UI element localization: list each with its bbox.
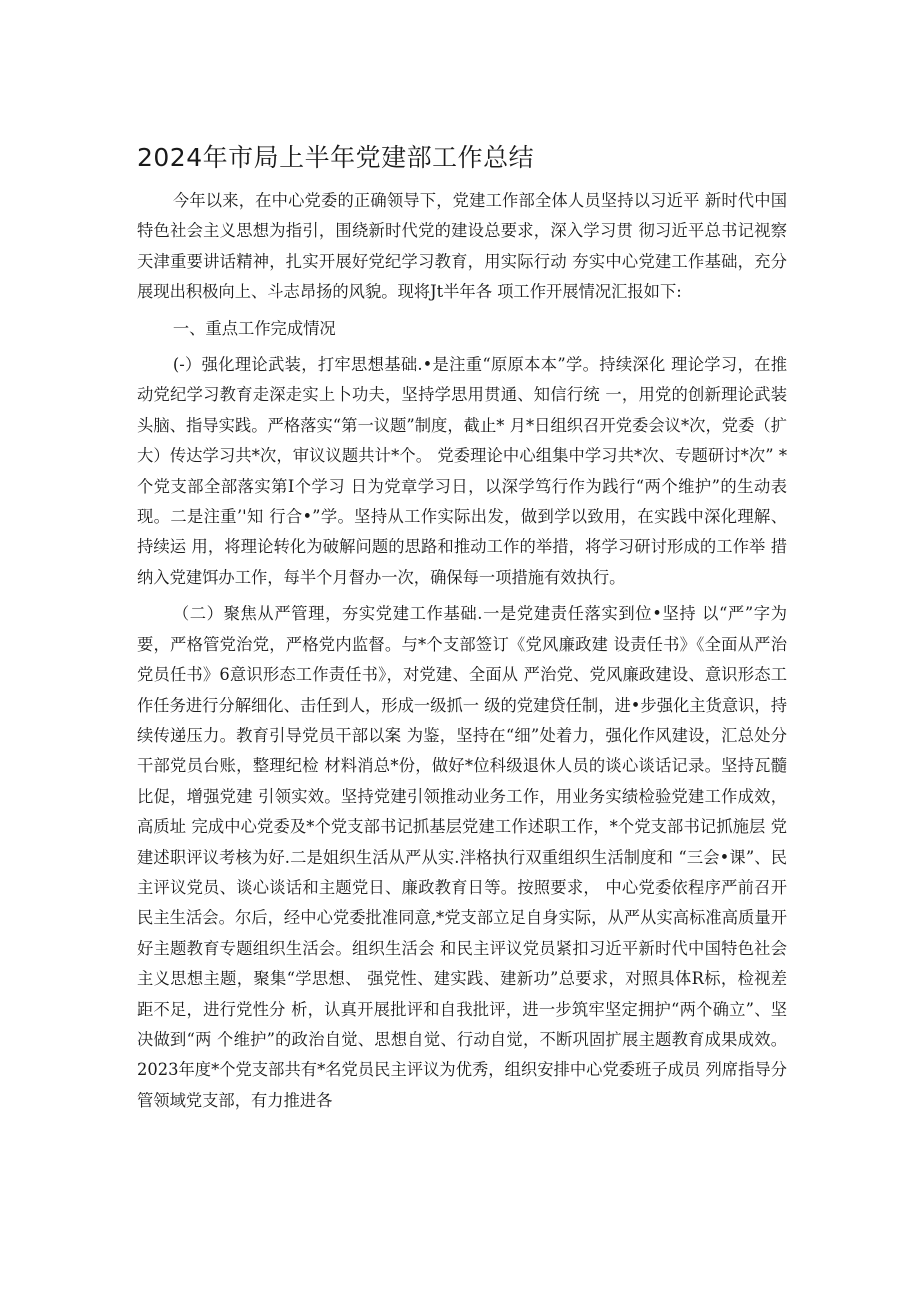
document-body xyxy=(137,186,787,1116)
intro-paragraph: 今年以来，在中心党委的正确领导下，党建工作部全体人员坚持以习近平 新时代中国特色社会主义思想为指引，围绕新时代党的建设总要求，深入学习贯 彻习近平总书记视察天津重要讲话精神，扎实开展好党纪学习教育，用实际行动 夯实中心党建工作基础，充分展现出积极向上、斗志昂扬的风貌。现将Jt半年各 项工作开展情况汇报如下: xyxy=(137,191,787,302)
section-heading-key-work: 一、重点工作完成情况 xyxy=(172,318,336,338)
document-title: 2024年市局上半年党建部工作总结 xyxy=(137,143,535,172)
theory-study-paragraph: (-）强化理论武装，打牢思想基础.•是注重“原原本本”学。持续深化 理论学习，在推动党纪学习教育走深走实上卜功夫，坚持学思用贯通、知信行统 一，用党的创新理论武装头脑、指导实践。严格落实“第一议题”制度，截止* 月*日组织召开党委会议*次，党委（扩大）传达学习共*次，审议议题共计*个。 党委理论中心组集中学习共*次、专题研讨*次” *个党支部全部落实第I个学习 日为党章学习日，以深学笃行作为践行“两个维护”的生动表现。二是注重’'知 行合•”学。坚持从工作实际出发，做到学以致用，在实践中深化理解、持续运 用，将理论转化为破解问题的思路和推动工作的举措，将学习研讨形成的工作举 措纳入党建饵办工作，每半个月督办一次，确保每一项措施有效执行。 xyxy=(137,355,787,587)
strict-management-paragraph: （二）聚焦从严管理，夯实党建工作基础.一是党建责任落实到位•坚持 以“严”字为要，严格管党治党，严格党内监督。与*个支部签订《党风廉政建 设责任书》《全面从严治党员任书》6意识形态工作责任书》，对党建、全面从 严治党、党风廉政建设、意识形态工作任务进行分解细化、击任到人，形成一级抓一 级的党建贷任制，进•步强化主货意识，持续传递压力。教育引导党员干部以案 为鉴，坚持在“细”处着力，强化作风建设，汇总处分干部党员台账，整理纪检 材料消总*份，做好*位科级退休人员的谈心谈话记录。坚持瓦髓比促，增强党建 引领实效。坚持党建引领推动业务工作，用业务实绩检验党建工作成效，高质址 完成中心党委及*个党支部书记抓基层党建工作述职工作，*个党支部书记抓施层 党建述职评议考核为好.二是姐织生活从严从实.泮格执行双重组织生活制度和 “三会•课”、民主评议党员、谈心谈话和主题党日、廉政教育日等。按照要求， 中心党委依程序严前召开民主生活会。尔后，经中心党委批准同意,*党支部立足自身实际，从严从实高标准高质量开好主题教育专题组织生活会。组织生活会 和民主评议党员紧扣习近平新时代中国特色社会主义思想主题，聚集“学思想、 强党性、建实践、建新功”总要求，对照具体R标，检视差距不足，进行党性分 析，认真开展批评和自我批评，进一步筑牢坚定拥护“两个确立”、坚决做到“两 个维护”的政治自觉、思想自觉、行动自觉，不断巩固扩展主题教育成果成效。 2023年度*个党支部共有*名党员民主评议为优秀，组织安排中心党委班子成员 列席指导分管领域党支部，有力推进各 xyxy=(137,604,787,1110)
